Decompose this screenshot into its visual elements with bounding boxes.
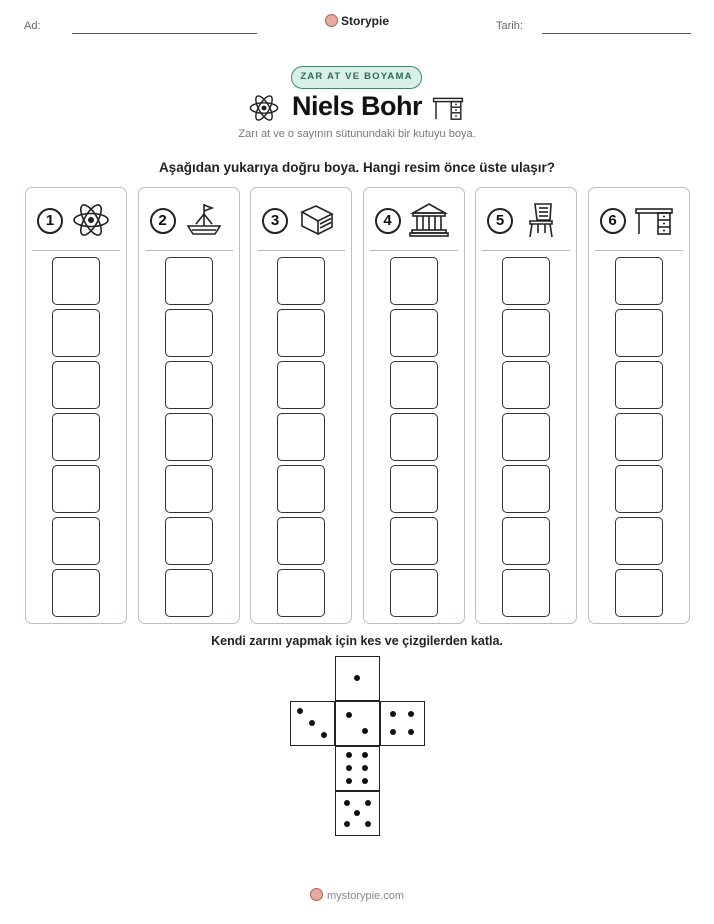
color-box[interactable] — [390, 413, 438, 461]
instruction: Aşağıdan yukarıya doğru boya. Hangi resim önce üste ulaşır? — [158, 160, 556, 175]
dice-column-3 — [250, 187, 352, 624]
color-box[interactable] — [52, 517, 100, 565]
dice-column-5 — [475, 187, 577, 624]
color-box[interactable] — [615, 517, 663, 565]
color-box[interactable] — [502, 413, 550, 461]
color-box[interactable] — [52, 569, 100, 617]
dice-pip — [362, 728, 368, 734]
color-box[interactable] — [390, 517, 438, 565]
dice-column-4 — [363, 187, 465, 624]
column-number: 2 — [150, 208, 176, 234]
dice-face-3 — [290, 701, 335, 746]
column-divider — [145, 250, 233, 251]
color-box[interactable] — [52, 413, 100, 461]
column-number: 3 — [262, 208, 288, 234]
dice-column-6 — [588, 187, 690, 624]
dice-pip — [390, 729, 396, 735]
color-box[interactable] — [615, 257, 663, 305]
color-box[interactable] — [615, 465, 663, 513]
dice-face-2 — [335, 701, 380, 746]
color-box[interactable] — [502, 361, 550, 409]
column-number: 1 — [37, 208, 63, 234]
column-divider — [370, 250, 458, 251]
bear-logo-icon — [325, 14, 338, 27]
color-box[interactable] — [390, 465, 438, 513]
cut-instruction: Kendi zarını yapmak için kes ve çizgilerden katla. — [211, 634, 503, 648]
color-box[interactable] — [52, 257, 100, 305]
color-box[interactable] — [165, 361, 213, 409]
name-label: Ad: — [24, 20, 41, 32]
dice-pip — [344, 800, 350, 806]
color-box[interactable] — [52, 465, 100, 513]
color-box[interactable] — [502, 517, 550, 565]
dice-pip — [362, 765, 368, 771]
dice-pip — [321, 732, 327, 738]
column-divider — [482, 250, 570, 251]
color-box[interactable] — [615, 413, 663, 461]
color-box[interactable] — [165, 309, 213, 357]
brand-name: Storypie — [340, 14, 389, 28]
dice-pip — [346, 752, 352, 758]
column-number: 5 — [487, 208, 513, 234]
color-box[interactable] — [277, 257, 325, 305]
dice-face-4 — [380, 701, 425, 746]
dice-pip — [297, 708, 303, 714]
dice-column-1 — [25, 187, 127, 624]
building-icon — [409, 200, 449, 240]
page-title: Niels Bohr — [291, 91, 423, 121]
dice-pip — [362, 752, 368, 758]
date-line — [542, 33, 691, 34]
dice-pip — [408, 729, 414, 735]
color-box[interactable] — [502, 257, 550, 305]
color-box[interactable] — [390, 309, 438, 357]
dice-pip — [354, 810, 360, 816]
dice-pip — [346, 765, 352, 771]
color-box[interactable] — [52, 309, 100, 357]
color-box[interactable] — [615, 361, 663, 409]
dice-column-2 — [138, 187, 240, 624]
column-number: 4 — [375, 208, 401, 234]
dice-pip — [346, 712, 352, 718]
color-box[interactable] — [277, 361, 325, 409]
color-box[interactable] — [615, 569, 663, 617]
desk-icon — [432, 94, 464, 122]
name-line — [72, 33, 257, 34]
color-box[interactable] — [277, 465, 325, 513]
dice-pip — [344, 821, 350, 827]
sailboat-icon — [184, 200, 224, 240]
column-divider — [32, 250, 120, 251]
color-box[interactable] — [502, 569, 550, 617]
dice-pip — [346, 778, 352, 784]
color-box[interactable] — [615, 309, 663, 357]
color-box[interactable] — [52, 361, 100, 409]
dice-face-6 — [335, 746, 380, 791]
color-box[interactable] — [390, 257, 438, 305]
footer-url: mystorypie.com — [326, 890, 405, 902]
color-box[interactable] — [165, 257, 213, 305]
dice-pip — [365, 800, 371, 806]
subtitle: Zarı at ve o sayının sütunundaki bir kutuyu boya. — [238, 128, 476, 140]
column-divider — [595, 250, 683, 251]
color-box[interactable] — [390, 361, 438, 409]
color-box[interactable] — [277, 309, 325, 357]
color-box[interactable] — [165, 465, 213, 513]
chair-icon — [521, 200, 561, 240]
atom-icon — [71, 200, 111, 240]
color-box[interactable] — [277, 413, 325, 461]
column-divider — [257, 250, 345, 251]
color-box[interactable] — [165, 517, 213, 565]
book-icon — [296, 200, 336, 240]
color-box[interactable] — [502, 309, 550, 357]
dice-pip — [408, 711, 414, 717]
column-number: 6 — [600, 208, 626, 234]
dice-face-1 — [335, 656, 380, 701]
color-box[interactable] — [502, 465, 550, 513]
activity-badge: ZAR AT VE BOYAMA — [291, 66, 422, 89]
color-box[interactable] — [165, 413, 213, 461]
brand-logo — [0, 14, 714, 28]
dice-face-5 — [335, 791, 380, 836]
color-box[interactable] — [165, 569, 213, 617]
color-box[interactable] — [277, 569, 325, 617]
dice-pip — [362, 778, 368, 784]
date-label: Tarih: — [496, 20, 523, 32]
dice-pip — [309, 720, 315, 726]
footer — [0, 888, 714, 902]
color-box[interactable] — [277, 517, 325, 565]
color-box[interactable] — [390, 569, 438, 617]
dice-pip — [365, 821, 371, 827]
bear-logo-icon — [310, 888, 323, 901]
desk-icon — [634, 200, 674, 240]
dice-pip — [354, 675, 360, 681]
dice-pip — [390, 711, 396, 717]
